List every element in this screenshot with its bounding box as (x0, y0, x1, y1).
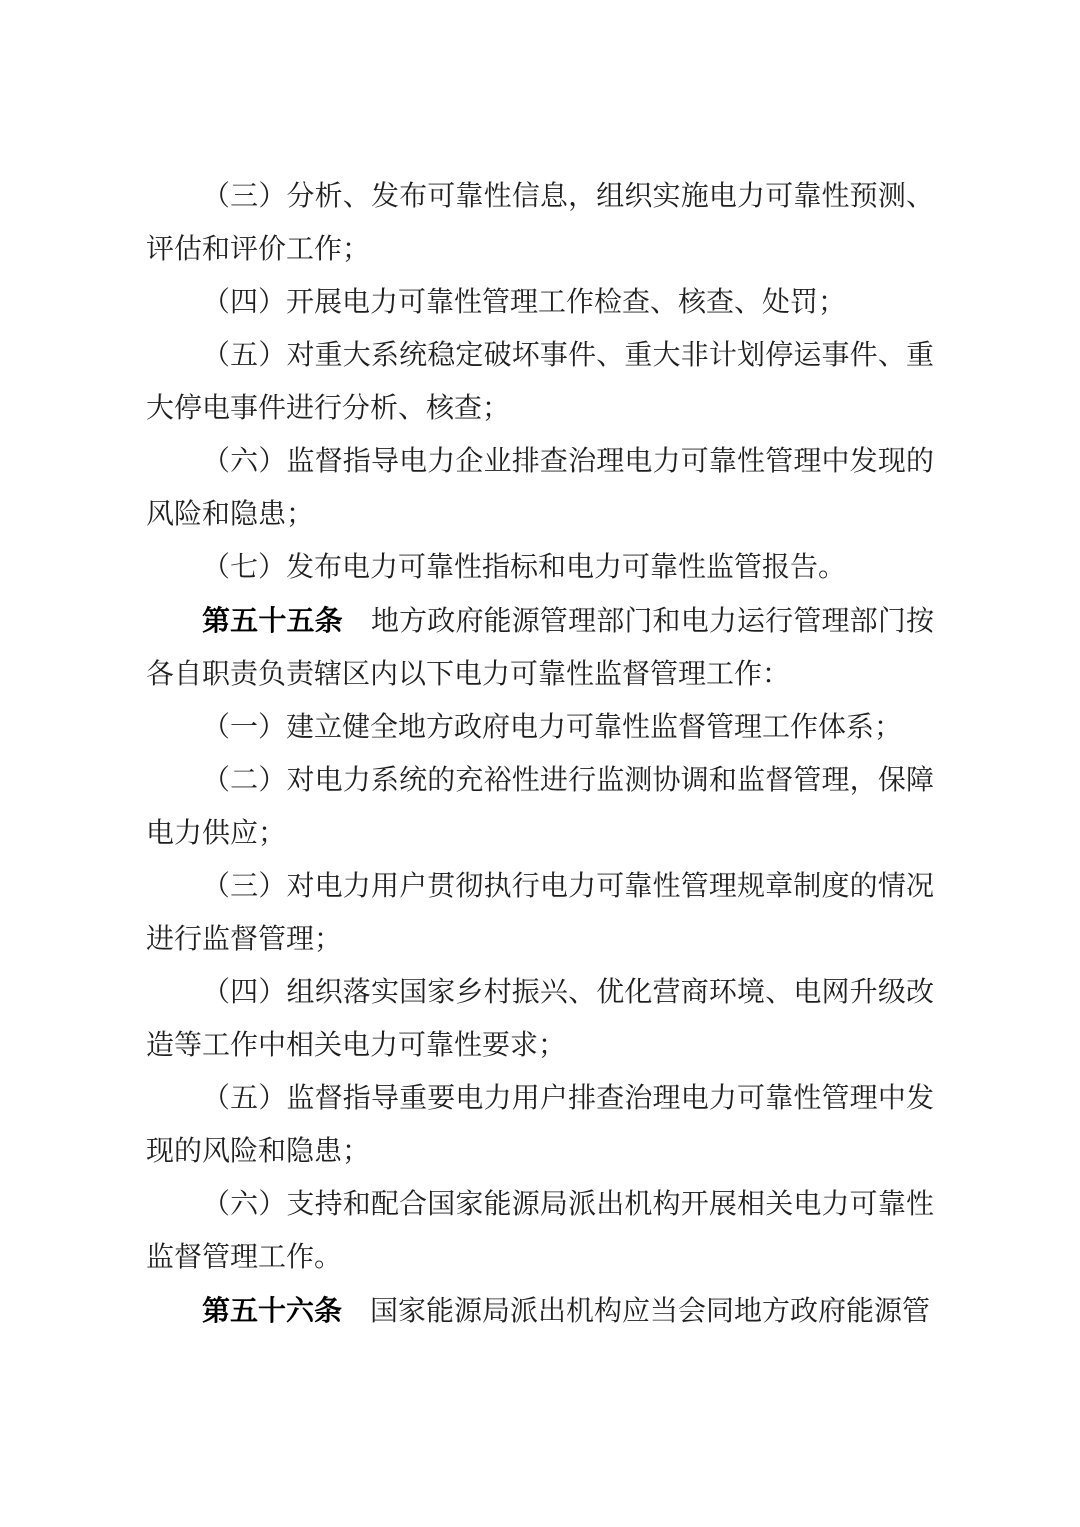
paragraph (146, 966, 934, 1072)
paragraph (146, 541, 934, 594)
paragraph-text: （五）对重大系统稳定破坏事件、重大非计划停运事件、重大停电事件进行分析、核查； (146, 340, 934, 424)
paragraph-text: （二）对电力系统的充裕性进行监测协调和监督管理，保障电力供应； (146, 765, 934, 849)
paragraph-text: （四）开展电力可靠性管理工作检查、核查、处罚； (202, 287, 847, 318)
paragraph (146, 1284, 934, 1338)
paragraph-text: 地方政府能源管理部门和电力运行管理部门按各自职责负责辖区内以下电力可靠性监督管理工作： (146, 606, 934, 690)
paragraph (146, 754, 934, 860)
paragraph (146, 435, 934, 541)
paragraph-text: 国家能源局派出机构应当会同地方政府能源管 (370, 1296, 931, 1327)
paragraph (146, 276, 934, 329)
article-number: 第五十六条 (202, 1295, 343, 1326)
paragraph-text: （六）监督指导电力企业排查治理电力可靠性管理中发现的风险和隐患； (146, 446, 934, 530)
paragraph-text: （三）分析、发布可靠性信息，组织实施电力可靠性预测、评估和评价工作； (146, 181, 934, 265)
paragraph-text: （一）建立健全地方政府电力可靠性监督管理工作体系； (202, 712, 903, 743)
article-number: 第五十五条 (202, 605, 343, 636)
paragraph-text: （五）监督指导重要电力用户排查治理电力可靠性管理中发现的风险和隐患； (146, 1083, 934, 1167)
paragraph (146, 701, 934, 754)
paragraph (146, 1072, 934, 1178)
paragraph (146, 329, 934, 435)
paragraph-text: （四）组织落实国家乡村振兴、优化营商环境、电网升级改造等工作中相关电力可靠性要求； (146, 977, 934, 1061)
paragraph-text: （七）发布电力可靠性指标和电力可靠性监管报告。 (202, 552, 847, 583)
paragraph (146, 1178, 934, 1284)
paragraph-text: （六）支持和配合国家能源局派出机构开展相关电力可靠性监督管理工作。 (146, 1189, 934, 1273)
paragraph (146, 170, 934, 276)
paragraph-text: （三）对电力用户贯彻执行电力可靠性管理规章制度的情况进行监督管理； (146, 871, 934, 955)
paragraph (146, 860, 934, 966)
document-body (146, 170, 934, 1338)
paragraph (146, 594, 934, 701)
